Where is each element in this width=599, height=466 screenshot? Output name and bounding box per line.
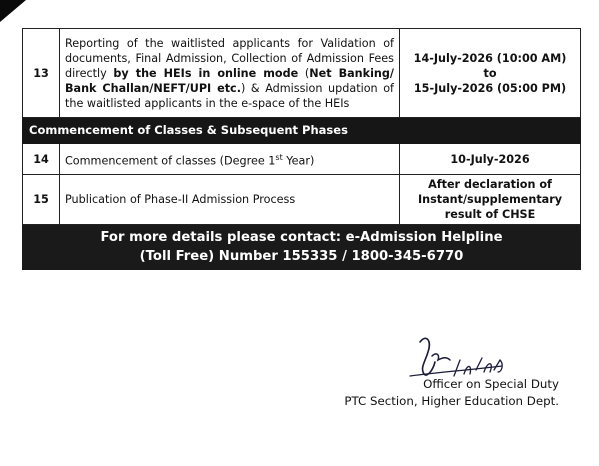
phase-heading: Commencement of Classes & Subsequent Phases	[23, 118, 581, 144]
phase-heading-row	[23, 118, 581, 144]
admission-schedule-table	[22, 28, 581, 270]
row-number: 13	[23, 29, 60, 118]
description-text: Commencement of classes (Degree 1	[65, 154, 276, 168]
table-row	[23, 29, 581, 118]
row-date	[400, 29, 581, 118]
helpline-banner-row	[23, 225, 581, 270]
description-text: ) & Admission updation of the waitlisted applicants in the e-space of the HEIs	[65, 81, 394, 110]
date-line: After declaration of	[428, 178, 552, 191]
officer-department: PTC Section, Higher Education Dept.	[344, 394, 559, 408]
helpline-banner	[23, 225, 581, 270]
description-text: Year)	[282, 154, 315, 168]
row-date: 10-July-2026	[400, 144, 581, 175]
table-row	[23, 144, 581, 175]
row-date	[400, 175, 581, 225]
date-line: result of CHSE	[444, 208, 536, 221]
officer-designation: Officer on Special Duty	[423, 377, 559, 391]
table-row	[23, 175, 581, 225]
date-to-word: to	[483, 66, 497, 80]
description-bold-text: Net Banking/ Bank Challan/NEFT/UPI etc.	[65, 66, 394, 95]
row-number: 14	[23, 144, 60, 175]
helpline-number: (Toll Free) Number 155335 / 1800-345-6770	[139, 249, 464, 264]
row-number: 15	[23, 175, 60, 225]
date-from: 14-July-2026 (10:00 AM)	[413, 51, 567, 65]
description-text: Reporting of the waitlisted applicants for Validation of documents, Final Admission, Collection of Admission Fees directly	[65, 36, 394, 80]
signature-block	[344, 376, 559, 410]
ordinal-suffix: st	[275, 152, 283, 162]
date-line: Instant/supplementary	[417, 193, 563, 206]
description-text: (	[298, 66, 310, 80]
row-description	[60, 29, 400, 118]
helpline-line: For more details please contact: e-Admission Helpline	[100, 230, 503, 245]
row-description: Publication of Phase-II Admission Process	[60, 175, 400, 225]
page-corner-mark	[0, 0, 26, 22]
row-description	[60, 144, 400, 175]
description-bold-text: by the HEIs in online mode	[113, 66, 299, 80]
date-to: 15-July-2026 (05:00 PM)	[413, 81, 567, 95]
